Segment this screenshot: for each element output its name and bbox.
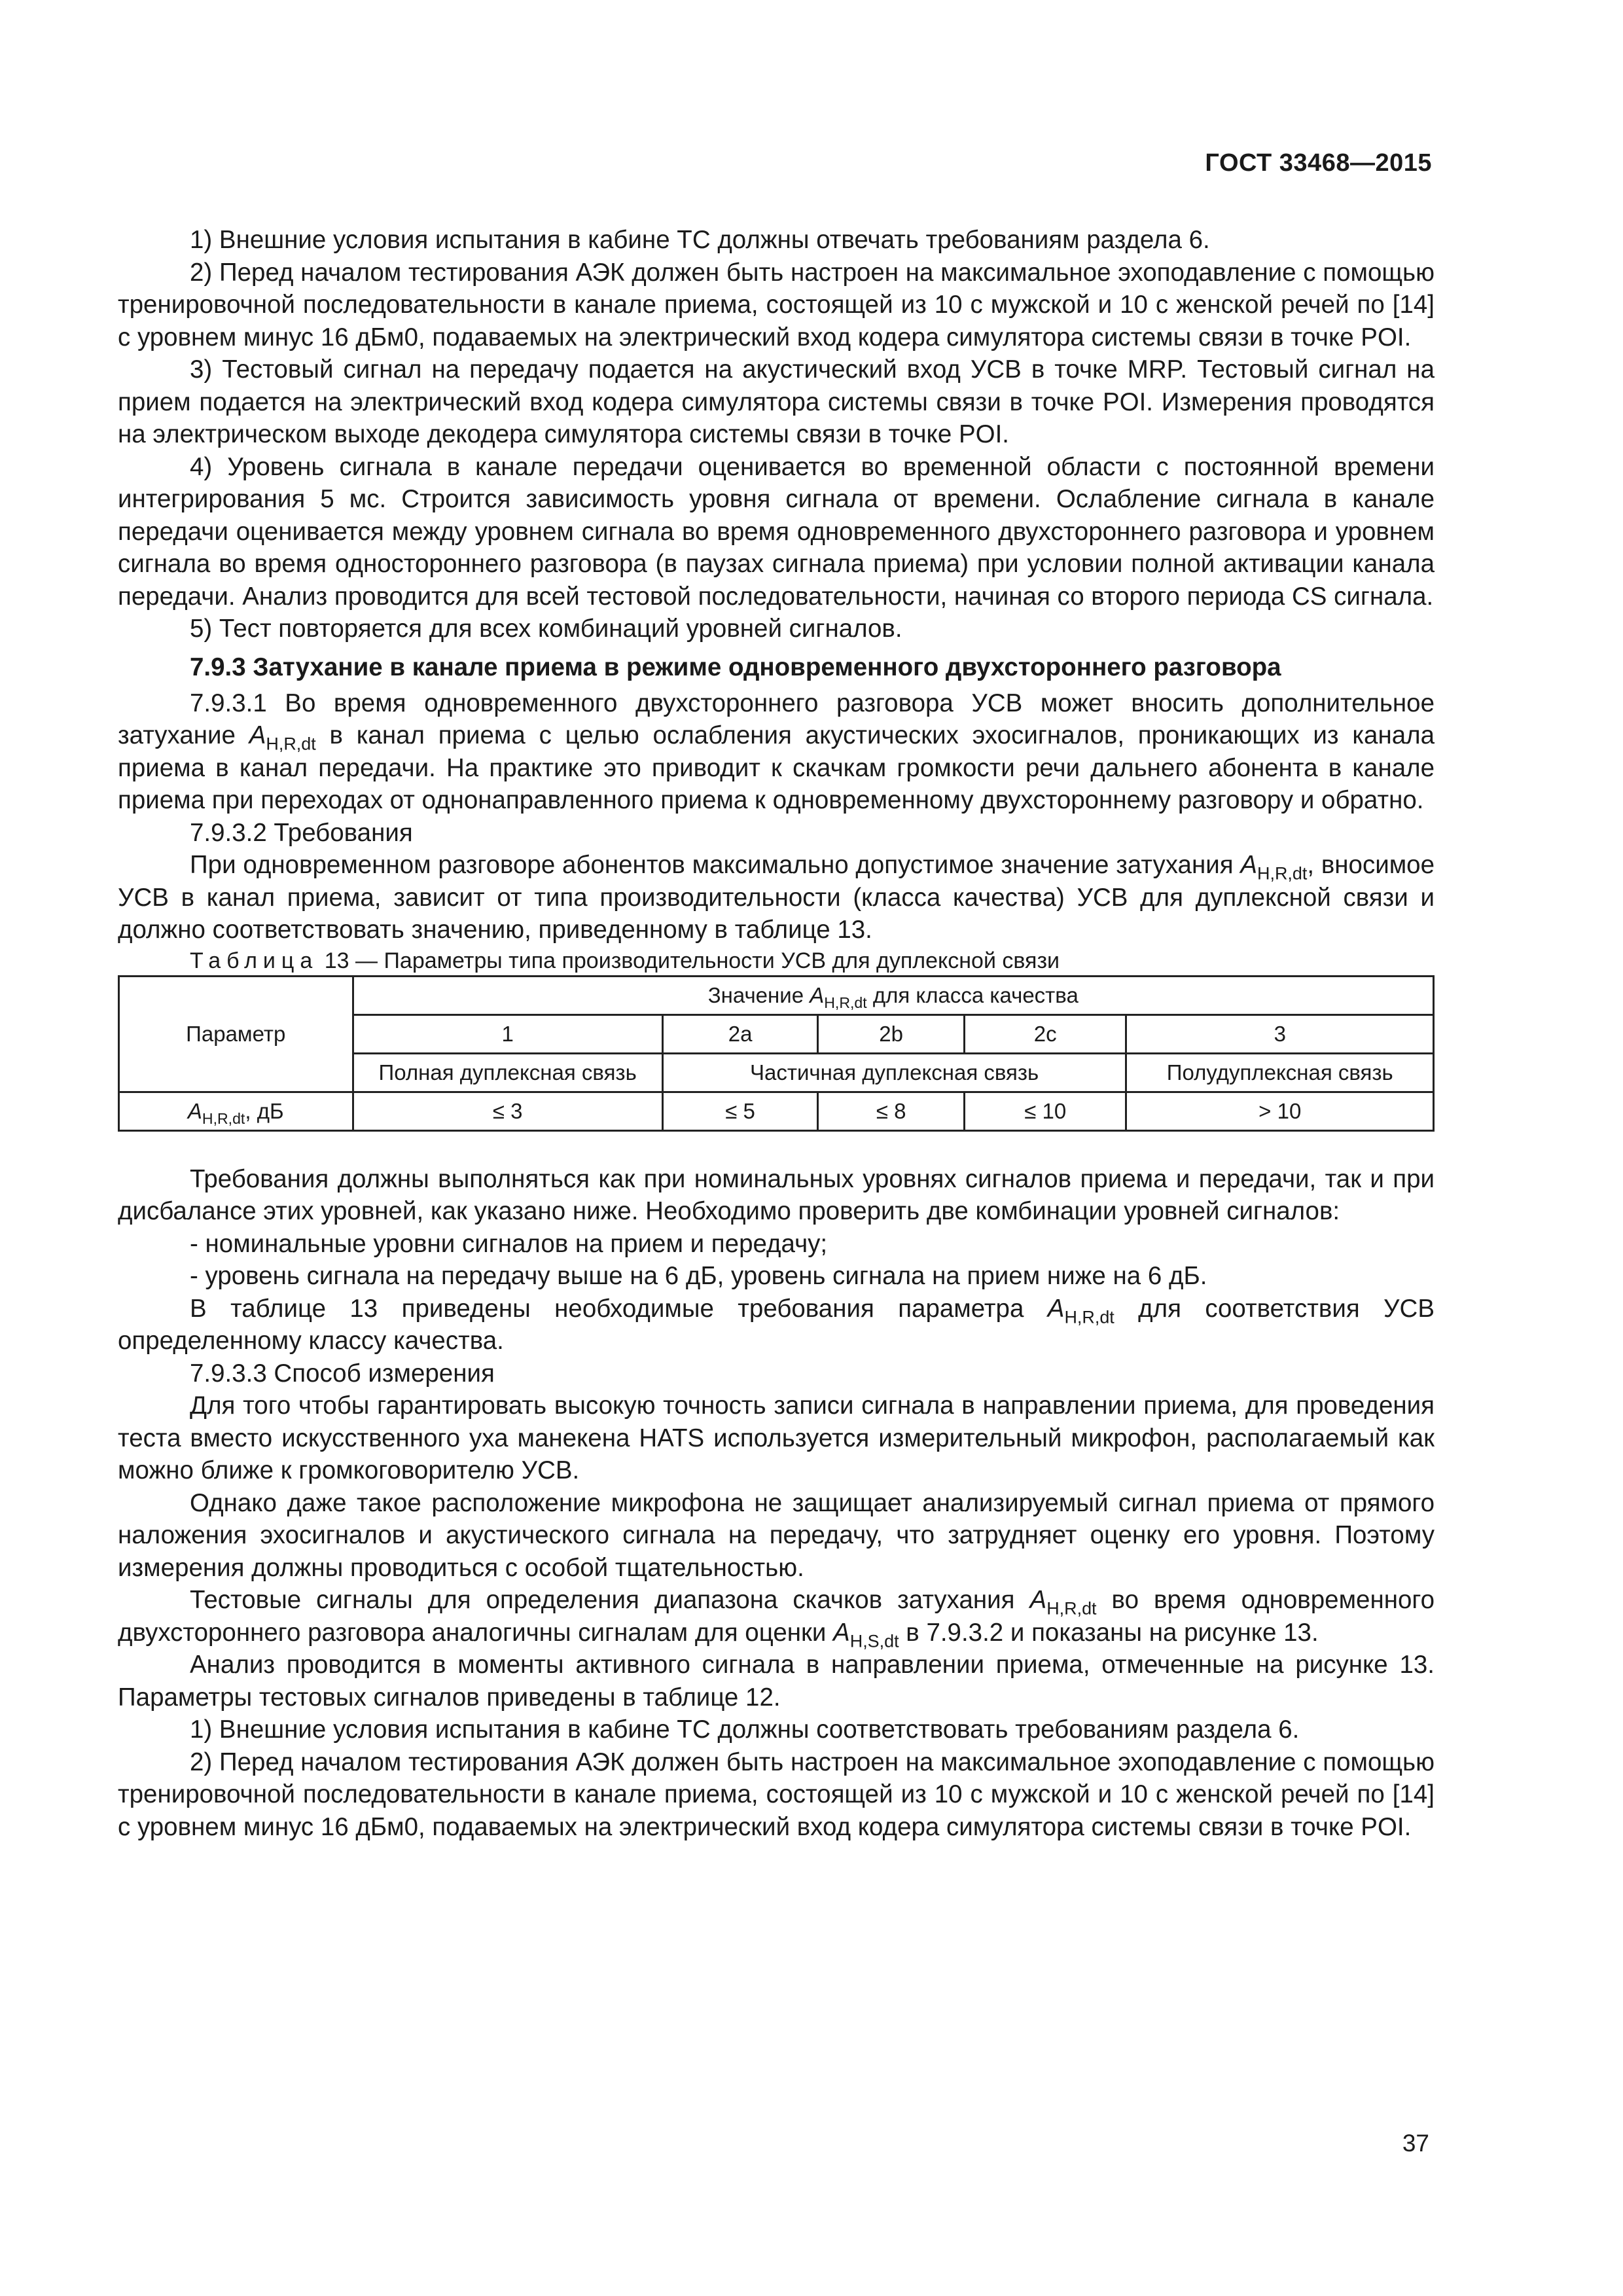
table-value-cell: ≤ 3: [353, 1092, 662, 1130]
list-item: - уровень сигнала на передачу выше на 6 дБ, уровень сигнала на прием ниже на 6 дБ.: [190, 1262, 1207, 1290]
table-value-cell: ≤ 8: [818, 1092, 965, 1130]
paragraph: 1) Внешние условия испытания в кабине ТС должны отвечать требованиям раздела 6.: [190, 226, 1210, 254]
table-class-cell: 3: [1126, 1014, 1434, 1053]
paragraph: Требования должны выполняться как при номинальных уровнях сигналов приема и передачи, так и при дисбалансе этих уровней, как указано ниже. Необходимо проверить две комбинации уровней сигналов:: [118, 1164, 1435, 1225]
table-mode-cell: Полная дуплексная связь: [353, 1053, 662, 1092]
document-code-header: ГОСТ 33468—2015: [1205, 149, 1432, 177]
subsection-title-7-9-3-2: 7.9.3.2 Требования: [190, 818, 413, 847]
table-mode-cell: Полудуплексная связь: [1126, 1053, 1434, 1092]
table-header-parameter: Параметр: [119, 976, 353, 1092]
paragraph-requirements: При одновременном разговоре абонентов максимально допустимое значение затухания $A_{H,R,dt}$, вносимое УСВ в канал приема, зависит от типа производительности (класса качества) УСВ для дуплексной связи и должно соответствовать значению, приведенному в таблице 13.: [118, 851, 1435, 944]
page-number: 37: [1402, 2130, 1429, 2157]
list-item: - номинальные уровни сигналов на прием и передачу;: [190, 1229, 828, 1258]
page-content: [118, 224, 1435, 1843]
paragraph-test-signals: Тестовые сигналы для определения диапазона скачков затухания $A_{H,R,dt}$ во время одновременного двухстороннего разговора аналогичны сигналам для оценки $A_{H,S,dt}$ в 7.9.3.2 и показаны на рисунке 13.: [118, 1586, 1435, 1651]
table-class-cell: 2c: [964, 1014, 1126, 1053]
paragraph: 4) Уровень сигнала в канале передачи оценивается во временной области с постоянной времени интегрирования 5 мс. Строится зависимость уровня сигнала от времени. Ослабление сигнала в канале передачи оценивается между уровнем сигнала во время одновременного двухстороннего разговора и уровнем сигнала во время одностороннего разговора (в паузах сигнала приема) при условии полной активации канала передачи. Анализ проводится для всей тестовой последовательности, начиная со второго периода CS сигнала.: [118, 452, 1435, 611]
paragraph: 2) Перед началом тестирования АЭК должен быть настроен на максимальное эхоподавление с помощью тренировочной последовательности в канале приема, состоящей из 10 с мужской и 10 с женской речей по [14] с уровнем минус 16 дБм0, подаваемых на электрический вход кодера симулятора системы связи в точке POI.: [118, 258, 1435, 351]
paragraph: Анализ проводится в моменты активного сигнала в направлении приема, отмеченные на рисунке 13. Параметры тестовых сигналов приведены в таблице 12.: [118, 1651, 1435, 1712]
paragraph-7-9-3-1: 7.9.3.1 Во время одновременного двухстороннего разговора УСВ может вносить дополнительное затухание $A_{H,R,dt}$ в канал приема с целью ослабления акустических эхосигналов, проникающих из канала приема в канал передачи. На практике это приводит к скачкам громкости речи дальнего абонента в канале приема при переходах от однонаправленного приема к одновременному двухстороннему разговору и обратно.: [118, 689, 1435, 814]
subsection-title-7-9-3-3: 7.9.3.3 Способ измерения: [190, 1359, 495, 1388]
paragraph: 2) Перед началом тестирования АЭК должен быть настроен на максимальное эхоподавление с помощью тренировочной последовательности в канале приема, состоящей из 10 с мужской и 10 с женской речей по [14] с уровнем минус 16 дБм0, подаваемых на электрический вход кодера симулятора системы связи в точке POI.: [118, 1748, 1435, 1841]
table-class-cell: 1: [353, 1014, 662, 1053]
table-value-cell: ≤ 10: [964, 1092, 1126, 1130]
section-heading-7-9-3: 7.9.3 Затухание в канале приема в режиме одновременного двухстороннего разговора: [190, 653, 1281, 681]
paragraph: 3) Тестовый сигнал на передачу подается на акустический вход УСВ в точке MRP. Тестовый сигнал на прием подается на электрический вход кодера симулятора системы связи в точке POI. Измерения проводятся на электрическом выходе декодера симулятора системы связи в точке POI.: [118, 355, 1435, 448]
table-param-cell: $A_{H,R,dt}$, дБ: [119, 1092, 353, 1130]
paragraph-table-13-reference: В таблице 13 приведены необходимые требования параметра $A_{H,R,dt}$ для соответствия УСВ определенному классу качества.: [118, 1294, 1435, 1355]
table-header-value: Значение $A_{H,R,dt}$ для класса качества: [353, 976, 1433, 1014]
table-value-cell: ≤ 5: [662, 1092, 818, 1130]
paragraph: Для того чтобы гарантировать высокую точность записи сигнала в направлении приема, для проведения теста вместо искусственного уха манекена HATS используется измерительный микрофон, располагаемый как можно ближе к громкоговорителю УСВ.: [118, 1391, 1435, 1484]
table-13-caption: Таблица 13 — Параметры типа производительности УСВ для дуплексной связи: [190, 948, 1060, 973]
paragraph: 5) Тест повторяется для всех комбинаций уровней сигналов.: [190, 615, 902, 643]
table-value-cell: > 10: [1126, 1092, 1434, 1130]
table-mode-cell: Частичная дуплексная связь: [662, 1053, 1126, 1092]
table-class-cell: 2a: [662, 1014, 818, 1053]
table-13: [118, 975, 1435, 1132]
paragraph: 1) Внешние условия испытания в кабине ТС должны соответствовать требованиям раздела 6.: [190, 1715, 1300, 1744]
table-class-cell: 2b: [818, 1014, 965, 1053]
paragraph: Однако даже такое расположение микрофона не защищает анализируемый сигнал приема от прямого наложения эхосигналов и акустического сигнала на передачу, что затрудняет оценку его уровня. Поэтому измерения должны проводиться с особой тщательностью.: [118, 1488, 1435, 1582]
